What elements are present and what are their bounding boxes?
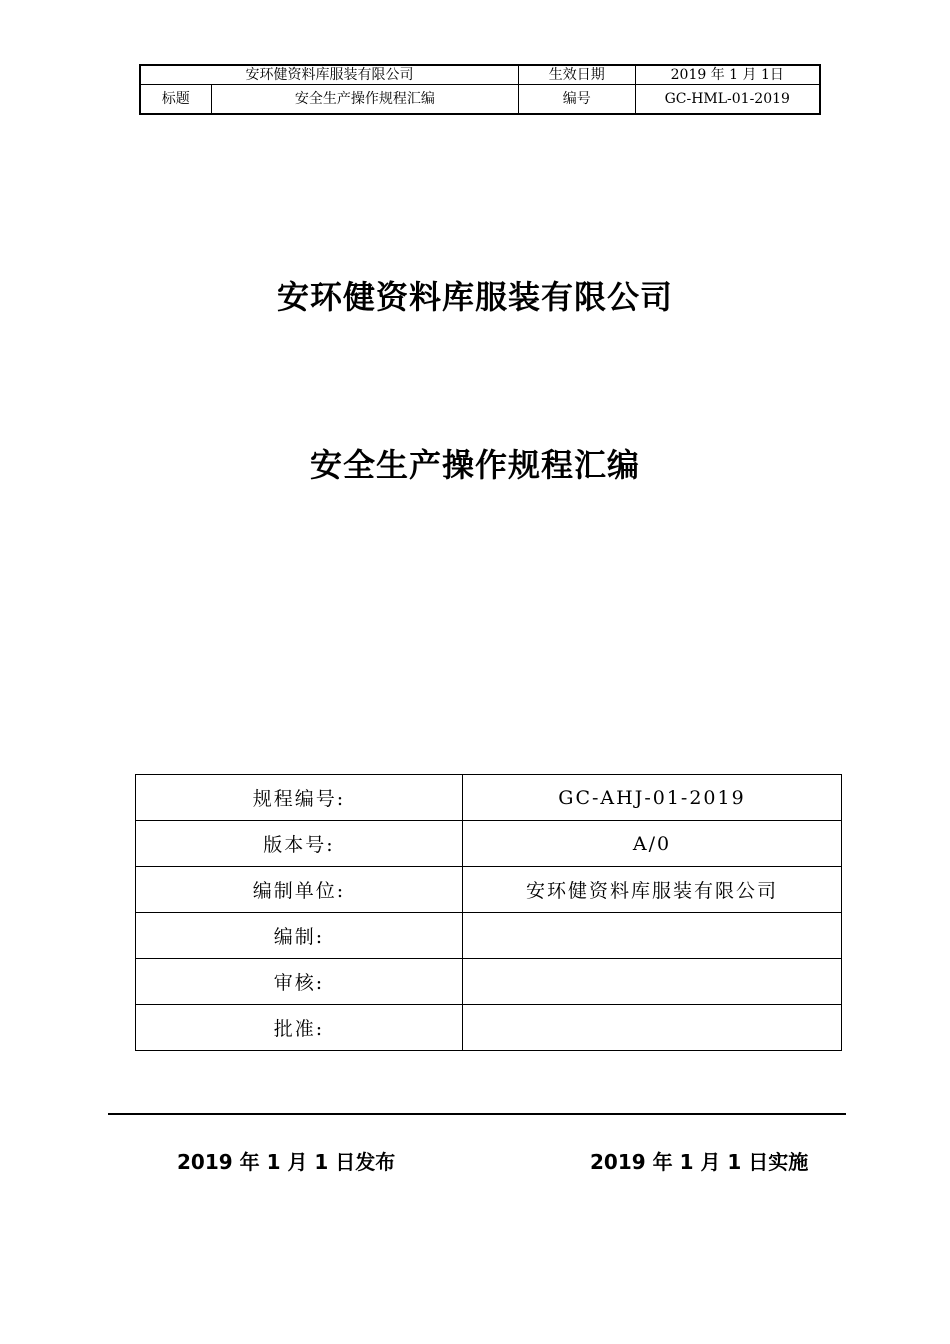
info-label: 编制单位: <box>136 867 463 913</box>
header-title-label: 标题 <box>140 85 211 115</box>
table-row <box>136 821 842 867</box>
info-value <box>463 913 842 959</box>
table-row <box>136 775 842 821</box>
document-info-table <box>135 774 842 1051</box>
table-row <box>136 1005 842 1051</box>
info-value: 安环健资料库服装有限公司 <box>463 867 842 913</box>
header-effective-label: 生效日期 <box>519 65 635 85</box>
info-value <box>463 1005 842 1051</box>
info-label: 批准: <box>136 1005 463 1051</box>
table-row <box>136 913 842 959</box>
document-title: 安全生产操作规程汇编 <box>309 446 640 484</box>
info-label: 编制: <box>136 913 463 959</box>
info-label: 版本号: <box>136 821 463 867</box>
header-title-value: 安全生产操作规程汇编 <box>211 85 518 115</box>
header-number-label: 编号 <box>519 85 635 115</box>
footer-divider <box>108 1113 846 1115</box>
publish-date: 2019 年 1 月 1 日发布 <box>177 1150 396 1174</box>
info-label: 规程编号: <box>136 775 463 821</box>
header-company: 安环健资料库服装有限公司 <box>140 65 519 85</box>
info-value: A/0 <box>463 821 842 867</box>
company-title: 安环健资料库服装有限公司 <box>276 278 673 316</box>
info-value: GC-AHJ-01-2019 <box>463 775 842 821</box>
table-row <box>136 959 842 1005</box>
implement-date: 2019 年 1 月 1 日实施 <box>590 1150 809 1174</box>
header-number-value: GC-HML-01-2019 <box>635 85 820 115</box>
info-value <box>463 959 842 1005</box>
info-label: 审核: <box>136 959 463 1005</box>
document-header-table <box>139 64 821 115</box>
table-row <box>136 867 842 913</box>
header-effective-date: 2019 年 1 月 1日 <box>635 65 820 85</box>
